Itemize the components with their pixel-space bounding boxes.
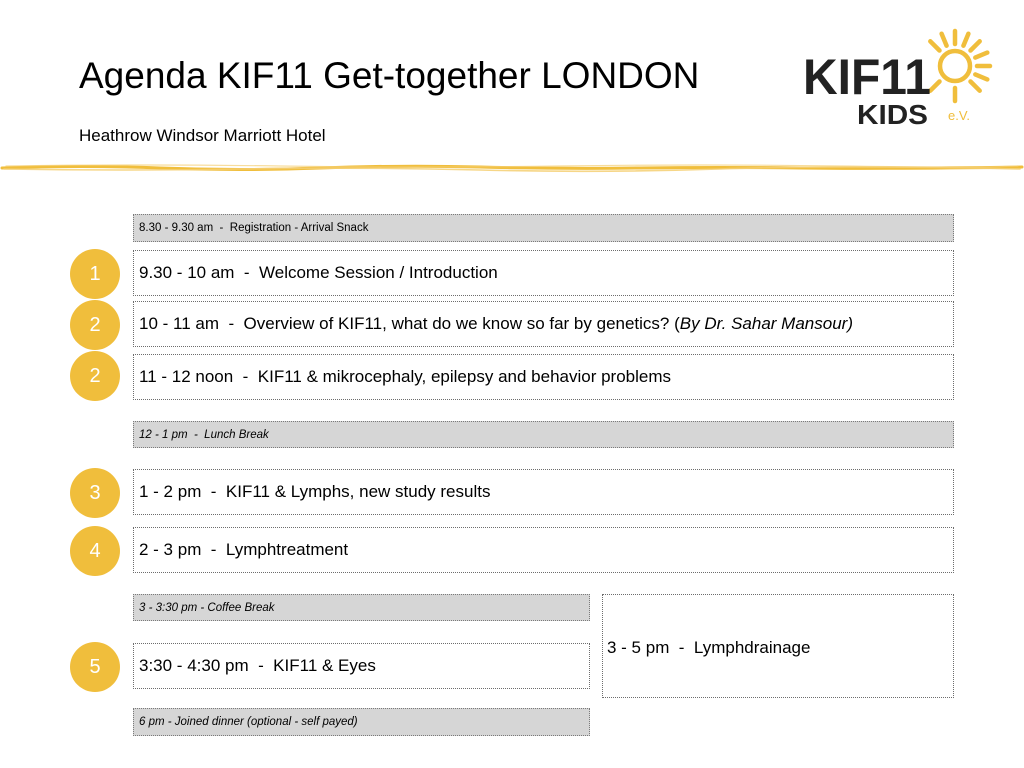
lymphdrainage-text: 3 - 5 pm - Lymphdrainage	[607, 638, 811, 657]
session-number-5: 5	[70, 642, 120, 692]
session-number-2b: 2	[70, 351, 120, 401]
agenda-lymphdrainage	[602, 594, 954, 698]
agenda-coffee	[133, 594, 590, 621]
agenda-lymphs	[133, 469, 954, 515]
venue-subtitle: Heathrow Windsor Marriott Hotel	[79, 126, 326, 145]
session-number-3: 3	[70, 468, 120, 518]
sun-icon	[930, 31, 990, 101]
lymphs-text: 1 - 2 pm - KIF11 & Lymphs, new study results	[139, 482, 491, 501]
logo-ev-text: e.V.	[948, 108, 970, 123]
lunch-text: 12 - 1 pm - Lunch Break	[139, 428, 269, 441]
agenda-lunch	[133, 421, 954, 448]
registration-text: 8.30 - 9.30 am - Registration - Arrival Snack	[139, 222, 369, 234]
welcome-text: 9.30 - 10 am - Welcome Session / Introduction	[139, 263, 498, 282]
agenda-welcome	[133, 250, 954, 296]
overview-speaker: By Dr. Sahar Mansour)	[679, 314, 853, 333]
logo-main-text: KIF11	[803, 49, 931, 105]
overview-text: 10 - 11 am - Overview of KIF11, what do we know so far by genetics? (	[139, 314, 680, 333]
agenda-mikrocephaly	[133, 354, 954, 400]
agenda-lymphtreatment	[133, 527, 954, 573]
eyes-text: 3:30 - 4:30 pm - KIF11 & Eyes	[139, 656, 376, 675]
session-number-1: 1	[70, 249, 120, 299]
coffee-text: 3 - 3:30 pm - Coffee Break	[139, 601, 275, 614]
session-number-4: 4	[70, 526, 120, 576]
agenda-dinner	[133, 708, 590, 736]
page-title: Agenda KIF11 Get-together LONDON	[79, 55, 700, 96]
agenda-registration	[133, 214, 954, 242]
brush-divider	[0, 160, 1024, 174]
kif11-kids-logo	[800, 24, 1005, 132]
logo-kids-text: KIDS	[857, 99, 928, 130]
dinner-text: 6 pm - Joined dinner (optional - self payed)	[139, 716, 358, 728]
session-number-2a: 2	[70, 300, 120, 350]
mikrocephaly-text: 11 - 12 noon - KIF11 & mikrocephaly, epilepsy and behavior problems	[139, 367, 672, 386]
agenda-eyes	[133, 643, 590, 689]
agenda-overview	[133, 301, 954, 347]
lymphtreatment-text: 2 - 3 pm - Lymphtreatment	[139, 540, 349, 559]
